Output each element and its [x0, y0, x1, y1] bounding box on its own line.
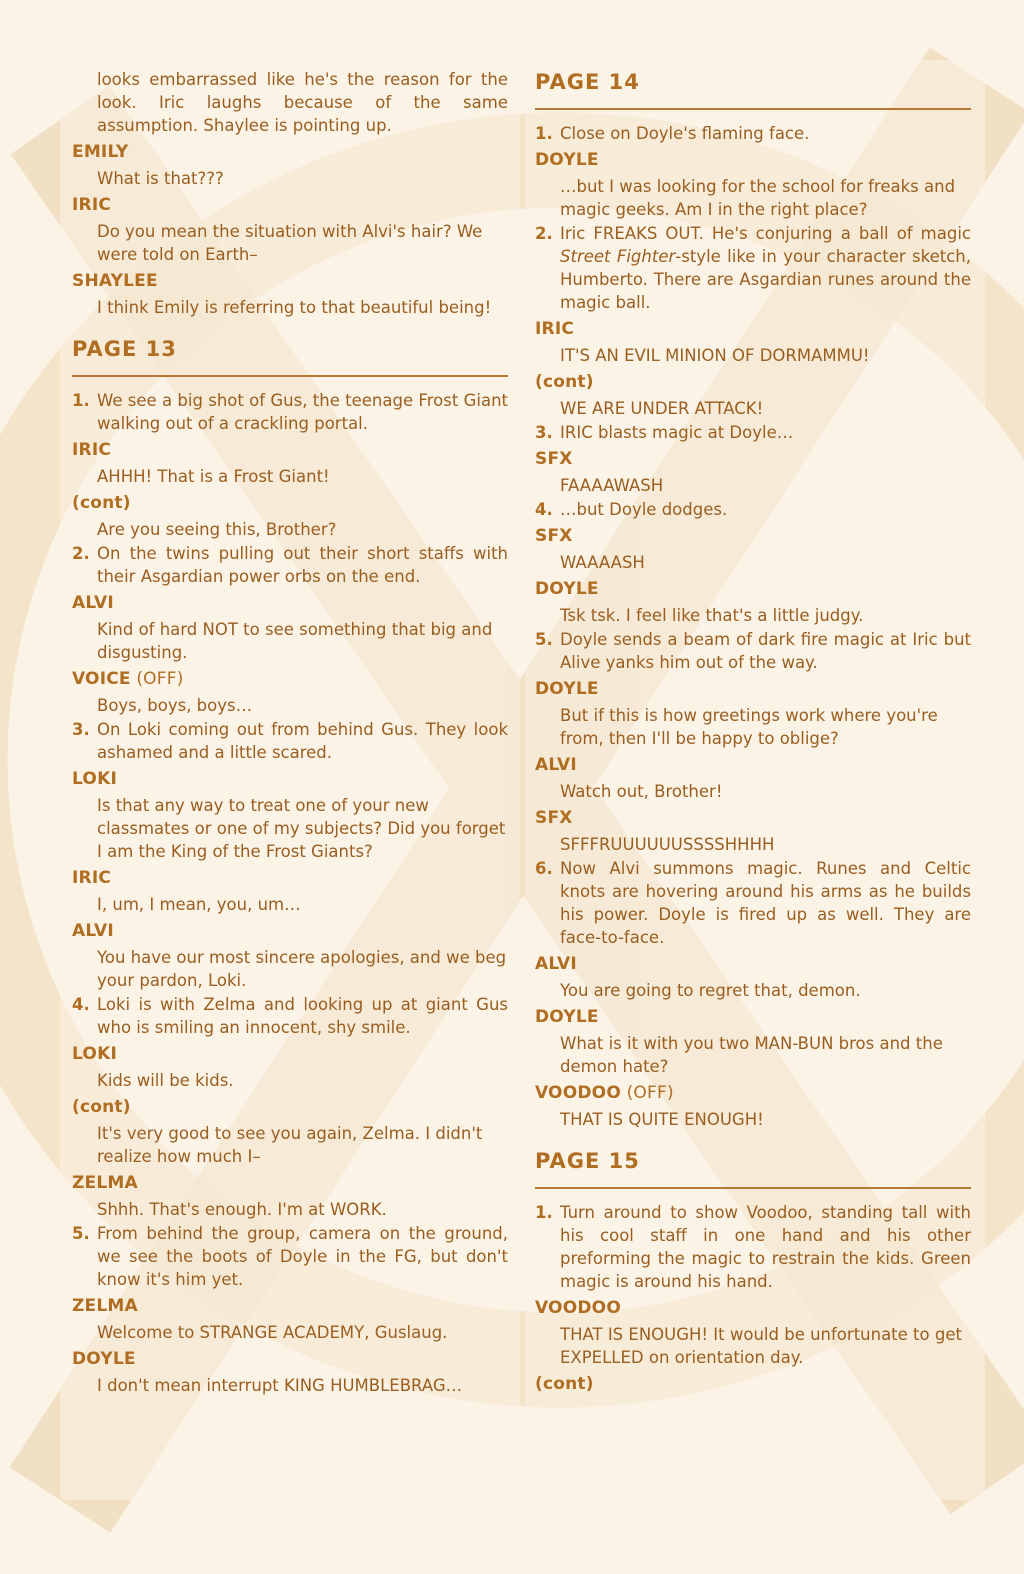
speaker-name [535, 578, 971, 600]
speaker-label: IRIC [72, 440, 112, 460]
dialog-line: Shhh. That's enough. I'm at WORK. [97, 1200, 387, 1219]
panel-description [72, 718, 508, 764]
dialog-line: It's very good to see you again, Zelma. I didn't realize how much I– [97, 1124, 483, 1166]
right-column [535, 68, 971, 1399]
speaker-name [535, 1082, 971, 1104]
panel-description [535, 1201, 971, 1293]
speaker-name [535, 807, 971, 829]
speaker-label: EMILY [72, 142, 129, 162]
dialog-line: I think Emily is referring to that beautiful being! [97, 298, 492, 317]
panel-text: On Loki coming out from behind Gus. They look ashamed and a little scared. [97, 720, 508, 762]
panel-description [535, 222, 971, 314]
dialog-line: You are going to regret that, demon. [560, 981, 861, 1000]
speaker-label: LOKI [72, 769, 117, 789]
speaker-label: DOYLE [535, 1007, 599, 1027]
page-12-tail [72, 141, 508, 319]
speaker-name [535, 953, 971, 975]
page-15-title: PAGE 15 [535, 1149, 971, 1189]
speaker-name [535, 1006, 971, 1028]
panel-number: 2. [535, 224, 553, 243]
speaker-label: LOKI [72, 1044, 117, 1064]
speaker-label: IRIC [535, 319, 575, 339]
speaker-note: (OFF) [130, 669, 184, 689]
panel-description [535, 498, 971, 521]
panel-text: We see a big shot of Gus, the teenage Frost Giant walking out of a crackling portal. [97, 391, 508, 433]
speaker-name [72, 768, 508, 790]
dialog-line: Boys, boys, boys… [97, 696, 253, 715]
speaker-label: (cont) [72, 493, 131, 513]
speaker-label: DOYLE [72, 1349, 136, 1369]
dialog-line: Welcome to STRANGE ACADEMY, Guslaug. [97, 1323, 448, 1342]
speaker-label: ZELMA [72, 1296, 138, 1316]
speaker-name [535, 1373, 971, 1395]
page-13-title: PAGE 13 [72, 337, 508, 377]
speaker-name [72, 439, 508, 461]
panel-number: 6. [535, 859, 553, 878]
speaker-name [535, 1297, 971, 1319]
speaker-name [72, 194, 508, 216]
panel-description [535, 857, 971, 949]
panel-description [72, 389, 508, 435]
panel-text: …but Doyle dodges. [560, 500, 728, 519]
speaker-note: (OFF) [620, 1083, 674, 1103]
dialog-line: Is that any way to treat one of your new classmates or one of my subjects? Did you forget I am the King of the Frost Giants? [97, 796, 506, 861]
panel-text: Loki is with Zelma and looking up at giant Gus who is smiling an innocent, shy smile. [97, 995, 508, 1037]
speaker-label: ALVI [535, 755, 577, 775]
panel-number: 5. [72, 1224, 90, 1243]
panel-number: 3. [72, 720, 90, 739]
dialog-line: THAT IS QUITE ENOUGH! [560, 1110, 764, 1129]
speaker-name [72, 867, 508, 889]
speaker-name [72, 668, 508, 690]
speaker-name [72, 1295, 508, 1317]
panel-description [72, 993, 508, 1039]
speaker-label: DOYLE [535, 679, 599, 699]
speaker-name [72, 920, 508, 942]
dialog-line: AHHH! That is a Frost Giant! [97, 467, 330, 486]
speaker-label: IRIC [72, 868, 112, 888]
dialog-line: …but I was looking for the school for freaks and magic geeks. Am I in the right place? [560, 177, 956, 219]
panel-number: 3. [535, 423, 553, 442]
panel-number: 1. [72, 391, 90, 410]
panel-description [535, 628, 971, 674]
dialog-line: But if this is how greetings work where you're from, then I'll be happy to oblige? [560, 706, 938, 748]
page-15-body [535, 1201, 971, 1395]
panel-text: From behind the group, camera on the ground, we see the boots of Doyle in the FG, but don't know it's him yet. [97, 1224, 508, 1289]
dialog-line: Do you mean the situation with Alvi's hair? We were told on Earth– [97, 222, 483, 264]
panel-number: 1. [535, 1203, 553, 1222]
panel-description [535, 421, 971, 444]
speaker-name [72, 592, 508, 614]
speaker-label: (cont) [535, 1374, 594, 1394]
dialog-line: Tsk tsk. I feel like that's a little judgy. [560, 606, 864, 625]
dialog-line: What is it with you two MAN-BUN bros and the demon hate? [560, 1034, 943, 1076]
panel-text: Now Alvi summons magic. Runes and Celtic knots are hovering around his arms as he builds his power. Doyle is fired up as well. They are face-to-face. [560, 859, 971, 947]
dialog-line: WAAAASH [560, 553, 645, 572]
speaker-name [535, 525, 971, 547]
speaker-label: SFX [535, 808, 573, 828]
speaker-label: SFX [535, 526, 573, 546]
left-column [72, 68, 508, 1398]
dialog-line: I, um, I mean, you, um… [97, 895, 301, 914]
speaker-name [72, 1043, 508, 1065]
speaker-label: ALVI [72, 593, 114, 613]
speaker-name [72, 1348, 508, 1370]
page-14-title: PAGE 14 [535, 70, 971, 110]
dialog-line: SFFFRUUUUUUSSSSHHHH [560, 835, 775, 854]
dialog-line: You have our most sincere apologies, and we beg your pardon, Loki. [97, 948, 507, 990]
speaker-label: SHAYLEE [72, 271, 158, 291]
speaker-label: DOYLE [535, 579, 599, 599]
panel-number: 1. [535, 124, 553, 143]
speaker-name [535, 448, 971, 470]
speaker-label: DOYLE [535, 150, 599, 170]
speaker-label: SFX [535, 449, 573, 469]
speaker-name [535, 149, 971, 171]
continued-description: looks embarrassed like he's the reason for the look. Iric laughs because of the same assumption. Shaylee is pointing up. [97, 70, 508, 135]
speaker-name [535, 754, 971, 776]
speaker-label: IRIC [72, 195, 112, 215]
speaker-label: ALVI [535, 954, 577, 974]
dialog-line: IT'S AN EVIL MINION OF DORMAMMU! [560, 346, 870, 365]
speaker-label: ZELMA [72, 1173, 138, 1193]
panel-text: Doyle sends a beam of dark fire magic at Iric but Alive yanks him out of the way. [560, 630, 971, 672]
panel-number: 5. [535, 630, 553, 649]
speaker-label: (cont) [535, 372, 594, 392]
dialog-line: What is that??? [97, 169, 224, 188]
speaker-name [72, 1096, 508, 1118]
page-14-body [535, 122, 971, 1131]
dialog-line: I don't mean interrupt KING HUMBLEBRAG… [97, 1376, 463, 1395]
panel-description [535, 122, 971, 145]
speaker-name [72, 492, 508, 514]
panel-text: Close on Doyle's flaming face. [560, 124, 810, 143]
speaker-label: VOODOO [535, 1298, 621, 1318]
speaker-label: ALVI [72, 921, 114, 941]
dialog-line: THAT IS ENOUGH! It would be unfortunate to get EXPELLED on orientation day. [560, 1325, 962, 1367]
panel-text: Turn around to show Voodoo, standing tall with his cool staff in one hand and his other preforming the magic to restrain the kids. Green magic is around his hand. [560, 1203, 971, 1291]
dialog-line: Are you seeing this, Brother? [97, 520, 337, 539]
speaker-name [72, 141, 508, 163]
panel-number: 4. [535, 500, 553, 519]
panel-text: IRIC blasts magic at Doyle… [560, 423, 794, 442]
panel-number: 2. [72, 544, 90, 563]
dialog-line: FAAAAWASH [560, 476, 664, 495]
panel-text: Iric FREAKS OUT. He's conjuring a ball of magic Street Fighter-style like in your character sketch, Humberto. There are Asgardian runes around the magic ball. [560, 224, 971, 312]
speaker-label: (cont) [72, 1097, 131, 1117]
speaker-label: VOODOO [535, 1083, 621, 1103]
page-13-body [72, 389, 508, 1397]
dialog-line: Watch out, Brother! [560, 782, 723, 801]
dialog-line: Kind of hard NOT to see something that big and disgusting. [97, 620, 493, 662]
panel-description [72, 1222, 508, 1291]
speaker-name [72, 270, 508, 292]
speaker-label: VOICE [72, 669, 131, 689]
dialog-line: WE ARE UNDER ATTACK! [560, 399, 764, 418]
dialog-line: Kids will be kids. [97, 1071, 234, 1090]
speaker-name [535, 371, 971, 393]
panel-description [72, 542, 508, 588]
speaker-name [535, 318, 971, 340]
panel-number: 4. [72, 995, 90, 1014]
panel-text: On the twins pulling out their short staffs with their Asgardian power orbs on the end. [97, 544, 508, 586]
speaker-name [72, 1172, 508, 1194]
speaker-name [535, 678, 971, 700]
